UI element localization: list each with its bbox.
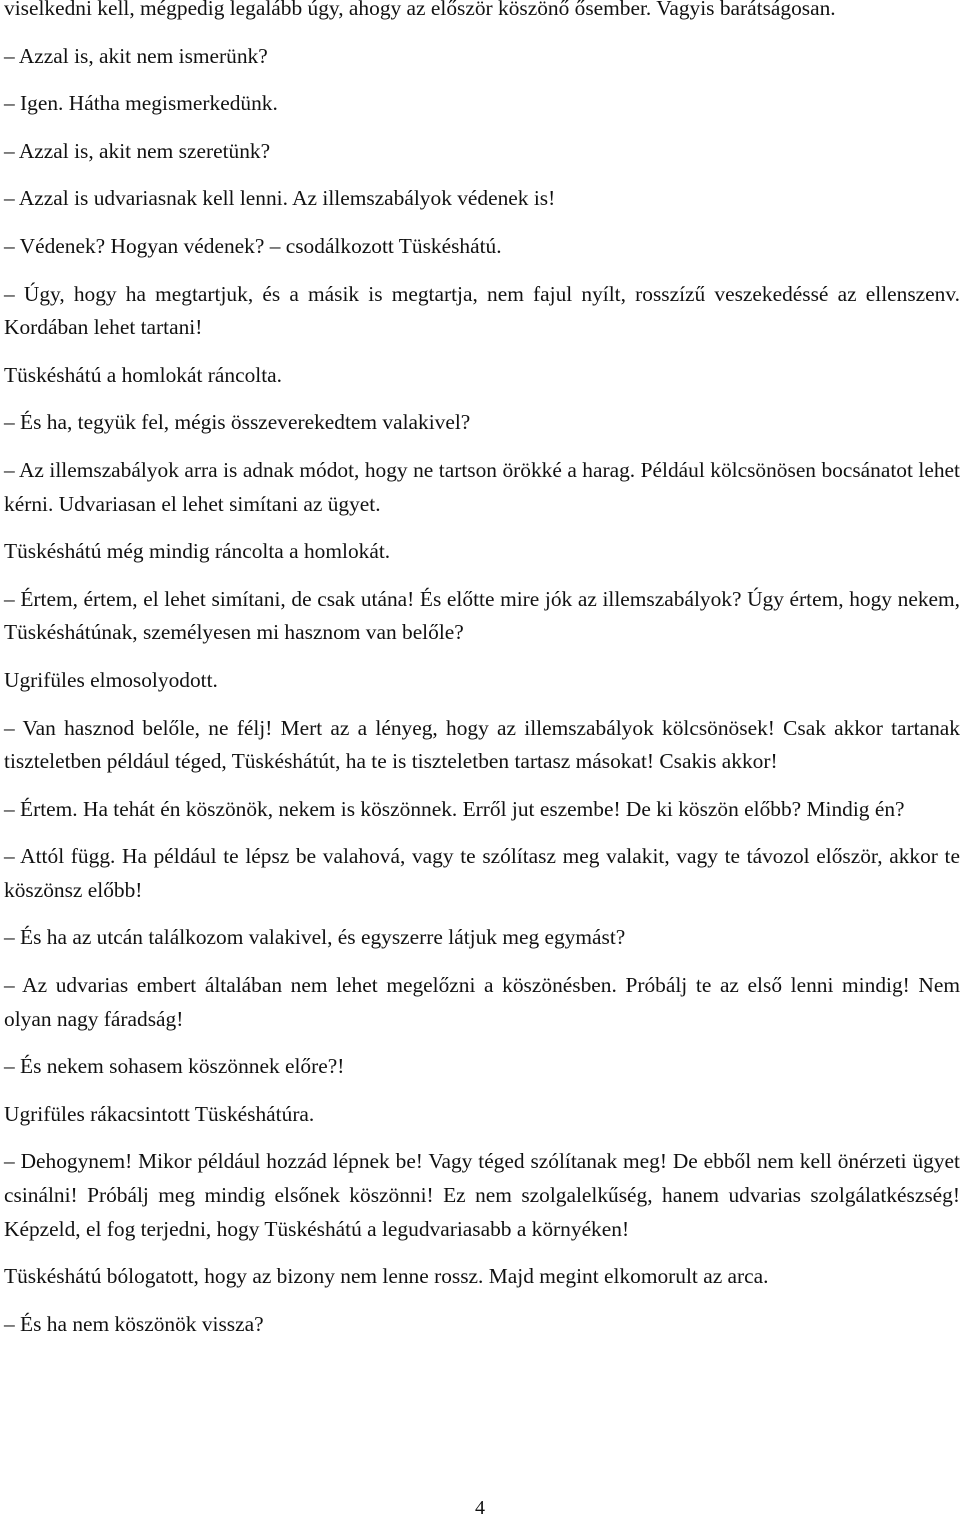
paragraph: – Azzal is udvariasnak kell lenni. Az illemszabályok védenek is!	[4, 186, 556, 211]
paragraph: – Az udvarias embert általában nem lehet megelőzni a köszönésben. Próbálj te az első lenni mindig! Nem olyan nagy fáradság!	[4, 973, 960, 1031]
paragraph: – És ha az utcán találkozom valakivel, és egyszerre látjuk meg egymást?	[4, 925, 626, 950]
body-text	[4, 0, 960, 1355]
paragraph: Ugrifüles elmosolyodott.	[4, 667, 218, 692]
paragraph: – Dehogynem! Mikor például hozzád lépnek be! Vagy téged szólítanak meg! De ebből nem kell önérzeti ügyet csinálni! Próbálj meg mindig elsőnek köszönni! Ez nem szolgalelkűség, hanem udvarias szolgálatkészség! Képzeld, el fog terjedni, hogy Tüskéshátú a legudvariasabb a környéken!	[4, 1149, 960, 1241]
paragraph: – Azzal is, akit nem szeretünk?	[4, 138, 271, 163]
paragraph: – Úgy, hogy ha megtartjuk, és a másik is megtartja, nem fajul nyílt, rosszízű veszekedéssé az ellenszenv. Kordában lehet tartani!	[4, 281, 960, 340]
paragraph: viselkedni kell, mégpedig legalább úgy, ahogy az először köszönő ősember. Vagyis barátságosan.	[4, 0, 836, 20]
paragraph: – Igen. Hátha megismerkedünk.	[4, 91, 278, 116]
paragraph: – Értem, értem, el lehet simítani, de csak utána! És előtte mire jók az illemszabályok? Úgy értem, hogy nekem, Tüskéshátúnak, személyesen mi hasznom van belőle?	[4, 586, 960, 645]
paragraph: – Van hasznod belőle, ne félj! Mert az a lényeg, hogy az illemszabályok kölcsönösek! Csak akkor tartanak tiszteletben például téged, Tüskéshátút, ha te is tiszteletben tartasz másokat! Csakis akkor!	[4, 715, 960, 774]
paragraph: Tüskéshátú még mindig ráncolta a homlokát.	[4, 539, 391, 564]
paragraph: – Az illemszabályok arra is adnak módot, hogy ne tartson örökké a harag. Például kölcsönösen bocsánatot lehet kérni. Udvariasan el lehet simítani az ügyet.	[4, 457, 960, 516]
paragraph: – Értem. Ha tehát én köszönök, nekem is köszönnek. Erről jut eszembe! De ki köszön előbb? Mindig én?	[4, 796, 905, 821]
paragraph: – És ha, tegyük fel, mégis összeverekedtem valakivel?	[4, 410, 471, 435]
paragraph: Ugrifüles rákacsintott Tüskéshátúra.	[4, 1101, 315, 1126]
paragraph: Tüskéshátú bólogatott, hogy az bizony nem lenne rossz. Majd megint elkomorult az arca.	[4, 1264, 769, 1289]
paragraph: Tüskéshátú a homlokát ráncolta.	[4, 362, 282, 387]
paragraph: – Védenek? Hogyan védenek? – csodálkozott Tüskéshátú.	[4, 233, 502, 258]
paragraph: – Azzal is, akit nem ismerünk?	[4, 43, 268, 68]
page-number: 4	[475, 1497, 485, 1519]
paragraph: – Attól függ. Ha például te lépsz be valahová, vagy te szólítasz meg valakit, vagy te távozol először, akkor te köszönsz előbb!	[4, 844, 960, 902]
paragraph: – És nekem sohasem köszönnek előre?!	[4, 1054, 345, 1079]
paragraph: – És ha nem köszönök vissza?	[4, 1311, 264, 1336]
